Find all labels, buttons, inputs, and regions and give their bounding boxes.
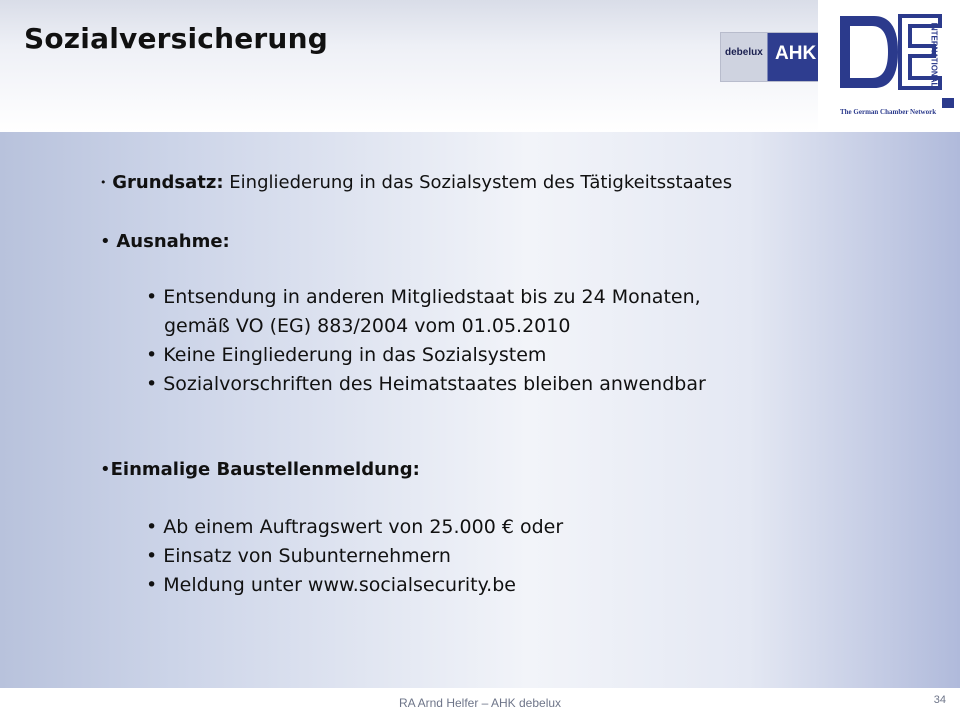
- bullet: •: [100, 231, 111, 252]
- de-tagline: The German Chamber Network: [840, 108, 937, 116]
- list-item: • Meldung unter www.socialsecurity.be: [146, 574, 516, 596]
- de-international-logo: [818, 0, 960, 132]
- list-item: • Einsatz von Subunternehmern: [146, 545, 451, 567]
- bullet: •: [100, 176, 107, 189]
- ahk-logo-prefix: debelux: [725, 47, 763, 58]
- bullet: •: [100, 459, 111, 480]
- footer-author: RA Arnd Helfer – AHK debelux: [398, 696, 562, 710]
- list-item: • Ab einem Auftragswert von 25.000 € oder: [146, 516, 564, 538]
- de-vertical-text: INTERNATIONAL: [929, 22, 939, 88]
- section-text: Eingliederung in das Sozialsystem des Tätigkeitsstaates: [229, 172, 733, 193]
- section-baustellenmeldung: [100, 459, 420, 480]
- section-heading: Ausnahme:: [116, 231, 230, 252]
- section-ausnahme: [100, 231, 230, 252]
- section-grundsatz: [100, 172, 732, 193]
- list-item: • Keine Eingliederung in das Sozialsystem: [146, 344, 547, 366]
- ahk-logo-name: AHK: [775, 43, 817, 64]
- list-item-continuation: gemäß VO (EG) 883/2004 vom 01.05.2010: [164, 315, 571, 337]
- ahk-debelux-logo: [720, 32, 828, 82]
- list-item: • Entsendung in anderen Mitgliedstaat bis zu 24 Monaten,: [146, 286, 701, 308]
- page-number: 34: [933, 694, 946, 706]
- slide-header: [0, 0, 960, 132]
- section-heading: Einmalige Baustellenmeldung:: [110, 459, 420, 480]
- section-heading: Grundsatz:: [112, 172, 224, 193]
- slide-content: [0, 132, 960, 688]
- slide-title: Sozialversicherung: [24, 22, 328, 55]
- de-vertical-label: [928, 12, 940, 98]
- list-item: • Sozialvorschriften des Heimatstaates bleiben anwendbar: [146, 373, 706, 395]
- slide-footer: [0, 688, 960, 720]
